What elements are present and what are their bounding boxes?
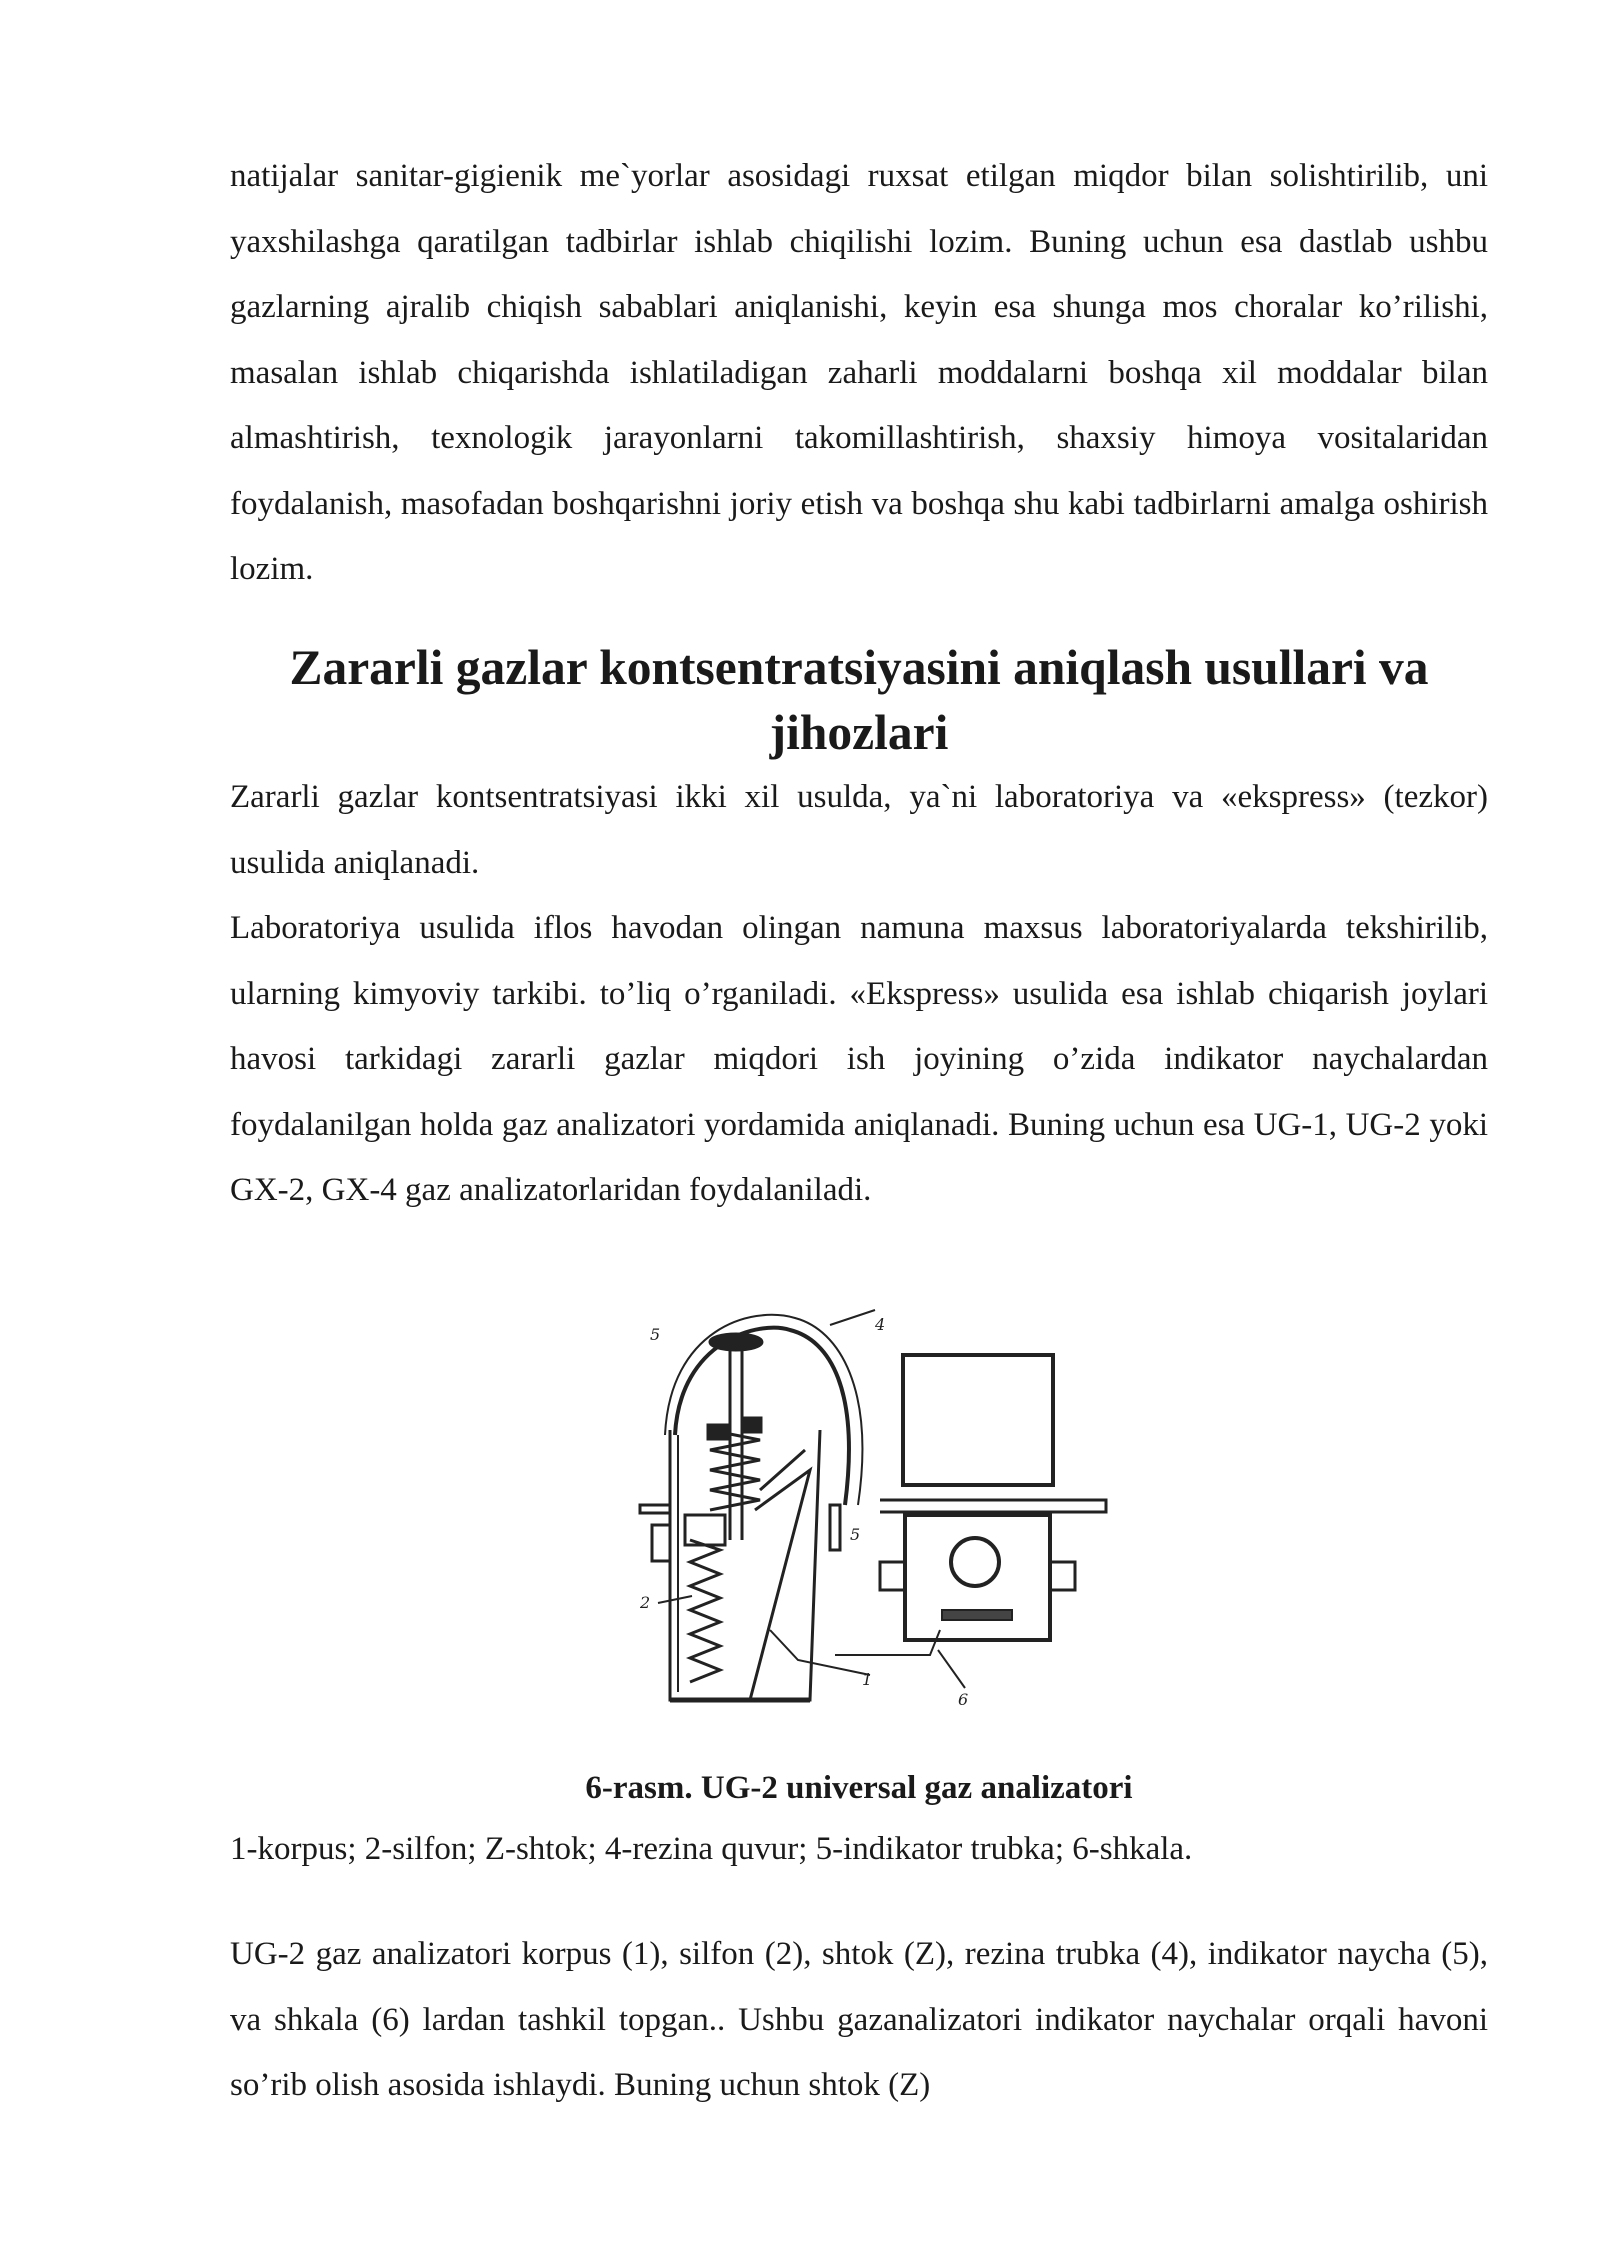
scale (942, 1610, 1012, 1620)
svg-text:4: 4 (875, 1315, 886, 1334)
heading-line-1: Zararli gazlar kontsentratsiyasini aniqlash usullari va (289, 640, 1429, 695)
intro-text (230, 144, 1488, 603)
figure-legend: 1-korpus; 2-silfon; Z-shtok; 4-rezina quvur; 5-indikator trubka; 6-shkala. (230, 1831, 1193, 1867)
paragraph: Zararli gazlar kontsentratsiyasi ikki xil usulda, ya`ni laboratoriya va «ekspress» (tezkor) usulida aniqlanadi. (230, 779, 1488, 881)
svg-text:1: 1 (862, 1670, 873, 1689)
paragraph: natijalar sanitar-gigienik me`yorlar asosidagi ruxsat etilgan miqdor bilan solishtirilib, uni yaxshilashga qaratilgan tadbirlar ishlab chiqilishi lozim. Buning uchun esa dastlab ushbu gazlarning ajralib chiqish sabablari aniqlanishi, keyin esa shunga mos choralar ko’rilishi, masalan ishlab chiqarishda ishlatiladigan zaharli moddalarni boshqa xil moddalar bilan almashtirish, texnologik jarayonlarni takomillashtirish, shaxsiy himoya vositalaridan foydalanish, masofadan boshqarishni joriy etish va boshqa shu kabi tadbirlarni amalga oshirish lozim. (230, 158, 1488, 587)
front-box (905, 1515, 1050, 1640)
closing-text (230, 1922, 1488, 2119)
heading-line-2: jihozlari (769, 705, 949, 760)
paragraph: Laboratoriya usulida iflos havodan olingan namuna maxsus laboratoriyalarda tekshirilib, ularning kimyoviy tarkibi. to’liq o’rganiladi. «Ekspress» usulida esa ishlab chiqarish joylari havosi tarkidagi zararli gazlar miqdori ish joyining o’zida indikator naychalardan foydalanilgan holda gaz analizatori yordamida aniqlanadi. Buning uchun esa UG-1, UG-2 yoki GX-2, GX-4 gaz analizatorlaridan foydalaniladi. (230, 910, 1488, 1208)
paragraph: UG-2 gaz analizatori korpus (1), silfon (2), shtok (Z), rezina trubka (4), indikator naycha (5), va shkala (6) lardan tashkil topgan.. Ushbu gazanalizatori indikator naychalar orqali havoni so’rib olish asosida ishlaydi. Buning uchun shtok (Z) (230, 1936, 1488, 2103)
svg-text:5: 5 (850, 1525, 861, 1544)
top-box (903, 1355, 1053, 1485)
svg-text:6: 6 (958, 1690, 969, 1709)
svg-text:5: 5 (650, 1325, 661, 1344)
section-text (230, 765, 1488, 1224)
hose (675, 1328, 849, 1505)
svg-text:2: 2 (640, 1593, 651, 1612)
section-heading (230, 635, 1488, 765)
gas-analyzer-figure (630, 1300, 1130, 1725)
figure-caption: 6-rasm. UG-2 universal gaz analizatori (585, 1770, 1133, 1806)
